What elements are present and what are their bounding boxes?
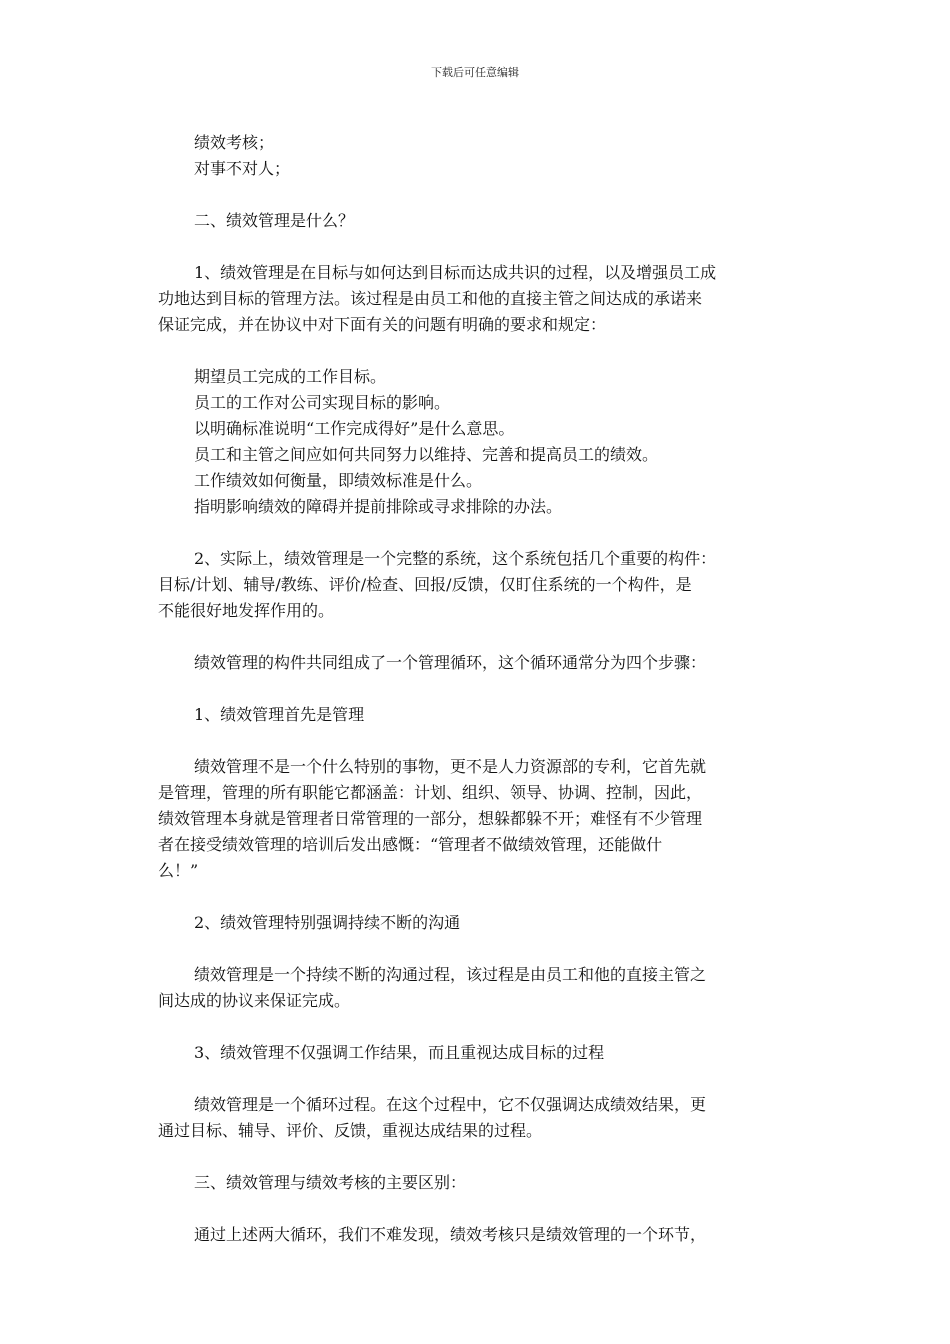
text-line: 以明确标准说明“工作完成得好”是什么意思。: [194, 419, 515, 438]
text-line: 对事不对人；: [194, 159, 291, 178]
paragraph-gap: [158, 624, 790, 650]
paragraph-gap: [158, 1066, 790, 1092]
paragraph-gap: [158, 936, 790, 962]
text-line: 通过上述两大循环，我们不难发现，绩效考核只是绩效管理的一个环节，: [194, 1225, 707, 1244]
text-line: 绩效考核；: [194, 133, 275, 152]
text-line: 1、绩效管理是在目标与如何达到目标而达成共识的过程，以及增强员工成: [194, 263, 717, 282]
document-body: [158, 130, 790, 1248]
text-line: 是管理，管理的所有职能它都涵盖：计划、组织、领导、协调、控制，因此，: [158, 783, 703, 802]
text-line: 期望员工完成的工作目标。: [194, 367, 387, 386]
paragraph-gap: [158, 728, 790, 754]
text-line: 三、绩效管理与绩效考核的主要区别：: [194, 1173, 467, 1192]
text-line: 1、绩效管理首先是管理: [194, 705, 365, 724]
text-line: 绩效管理是一个循环过程。在这个过程中，它不仅强调达成绩效结果，更: [194, 1095, 707, 1114]
text-line: 通过目标、辅导、评价、反馈，重视达成结果的过程。: [158, 1121, 543, 1140]
paragraph-gap: [158, 676, 790, 702]
text-line: 指明影响绩效的障碍并提前排除或寻求排除的办法。: [194, 497, 563, 516]
page-header: 下载后可任意编辑: [431, 66, 519, 79]
paragraph-gap: [158, 338, 790, 364]
text-line: 不能很好地发挥作用的。: [158, 601, 335, 620]
text-line: 绩效管理不是一个什么特别的事物，更不是人力资源部的专利，它首先就: [194, 757, 707, 776]
paragraph-gap: [158, 234, 790, 260]
text-line: 保证完成，并在协议中对下面有关的问题有明确的要求和规定：: [158, 315, 607, 334]
text-line: 绩效管理是一个持续不断的沟通过程，该过程是由员工和他的直接主管之: [194, 965, 707, 984]
text-line: 2、绩效管理特别强调持续不断的沟通: [194, 913, 461, 932]
text-line: 员工和主管之间应如何共同努力以维持、完善和提高员工的绩效。: [194, 445, 659, 464]
text-line: 工作绩效如何衡量，即绩效标准是什么。: [194, 471, 483, 490]
paragraph-gap: [158, 1144, 790, 1170]
paragraph-gap: [158, 1014, 790, 1040]
text-line: 间达成的协议来保证完成。: [158, 991, 351, 1010]
paragraph-gap: [158, 884, 790, 910]
text-line: 者在接受绩效管理的培训后发出感慨：“管理者不做绩效管理，还能做什: [158, 835, 663, 854]
paragraph-gap: [158, 182, 790, 208]
text-line: 绩效管理本身就是管理者日常管理的一部分，想躲都躲不开；难怪有不少管理: [158, 809, 703, 828]
text-line: 2、实际上，绩效管理是一个完整的系统，这个系统包括几个重要的构件：: [194, 549, 717, 568]
text-line: 3、绩效管理不仅强调工作结果，而且重视达成目标的过程: [194, 1043, 605, 1062]
text-line: 么！”: [158, 861, 199, 880]
text-line: 员工的工作对公司实现目标的影响。: [194, 393, 451, 412]
paragraph-gap: [158, 1196, 790, 1222]
text-line: 绩效管理的构件共同组成了一个管理循环，这个循环通常分为四个步骤：: [194, 653, 707, 672]
paragraph-gap: [158, 520, 790, 546]
text-line: 二、绩效管理是什么？: [194, 211, 355, 230]
text-line: 目标/计划、辅导/教练、评价/检查、回报/反馈，仅盯住系统的一个构件，是: [158, 575, 692, 594]
text-line: 功地达到目标的管理方法。该过程是由员工和他的直接主管之间达成的承诺来: [158, 289, 703, 308]
